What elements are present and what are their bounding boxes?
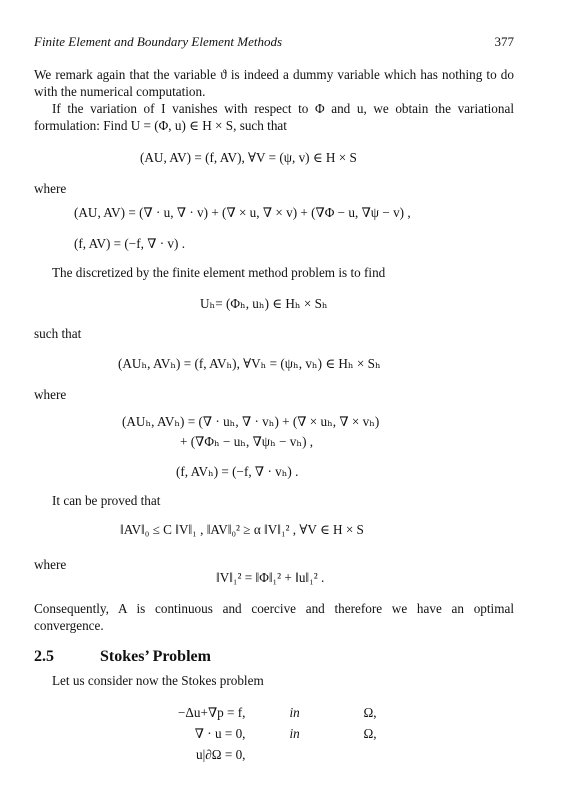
stokes-system <box>178 702 377 765</box>
label-where-1: where <box>34 181 67 196</box>
stokes-domain <box>343 744 376 765</box>
paragraph-stokes-intro: Let us consider now the Stokes problem <box>52 673 264 688</box>
stokes-row <box>178 723 377 744</box>
stokes-lhs: u|∂Ω = 0, <box>196 746 246 762</box>
label-where-3: where <box>34 557 67 572</box>
running-header <box>34 34 514 50</box>
stokes-domain: Ω, <box>363 725 377 741</box>
stokes-row <box>178 744 377 765</box>
paragraph-consequently: Consequently, A is continuous and coercive and therefore we have an optimal convergence. <box>34 601 514 633</box>
stokes-domain: Ω, <box>363 704 377 720</box>
stokes-in: in <box>289 704 300 720</box>
stokes-in <box>249 744 343 765</box>
equation-discrete-bilinear-line1: (AUₕ, AVₕ) = (∇ · uₕ, ∇ · vₕ) + (∇ × uₕ, ∇ × vₕ) <box>122 414 380 429</box>
paragraph-variational-formulation: If the variation of I vanishes with respect to Φ and u, we obtain the variational formulation: Find U = (Φ, u) ∈ H × S, such that <box>34 101 514 133</box>
running-title: Finite Element and Boundary Element Methods <box>34 34 283 49</box>
equation-discrete-linear-form: (f, AVₕ) = (−f, ∇ · vₕ) . <box>176 464 299 479</box>
equation-discrete-bilinear-line2: + (∇Φₕ − uₕ, ∇ψₕ − vₕ) , <box>180 434 314 449</box>
equation-bilinear-form: (AU, AV) = (∇ · u, ∇ · v) + (∇ × u, ∇ × v) + (∇Φ − u, ∇ψ − v) , <box>74 205 411 220</box>
paragraph-proved: It can be proved that <box>52 493 161 508</box>
label-where-2: where <box>34 387 67 402</box>
page-number: 377 <box>494 34 514 49</box>
equation-discrete-unknown: Uₕ= (Φₕ, uₕ) ∈ Hₕ × Sₕ <box>200 296 328 311</box>
stokes-in: in <box>289 725 300 741</box>
equation-linear-form: (f, AV) = (−f, ∇ · v) . <box>74 236 186 251</box>
equation-discrete-variational: (AUₕ, AVₕ) = (f, AVₕ), ∀Vₕ = (ψₕ, vₕ) ∈ Hₕ × Sₕ <box>118 356 381 371</box>
stokes-lhs: −Δu+∇p = f, <box>178 704 246 720</box>
equation-variational: (AU, AV) = (f, AV), ∀V = (ψ, v) ∈ H × S <box>140 150 357 165</box>
equation-continuity-coercivity: ‖AV‖₀ ≤ C ‖V‖₁ , ‖AV‖₀² ≥ α ‖V‖₁² , ∀V ∈ H × S <box>120 522 364 537</box>
paragraph-dummy-variable: We remark again that the variable ϑ is indeed a dummy variable which has nothing to do with the numerical computation. <box>34 67 514 99</box>
section-title: Stokes’ Problem <box>100 648 211 665</box>
equation-norm-definition: ‖V‖₁² = ‖Φ‖₁² + ‖u‖₁² . <box>216 570 325 585</box>
stokes-row <box>178 702 377 723</box>
section-number: 2.5 <box>34 648 54 665</box>
stokes-lhs: ∇ · u = 0, <box>194 725 246 741</box>
paragraph-discretized: The discretized by the finite element method problem is to find <box>52 265 386 280</box>
label-such-that: such that <box>34 326 82 341</box>
section-heading <box>34 648 211 666</box>
